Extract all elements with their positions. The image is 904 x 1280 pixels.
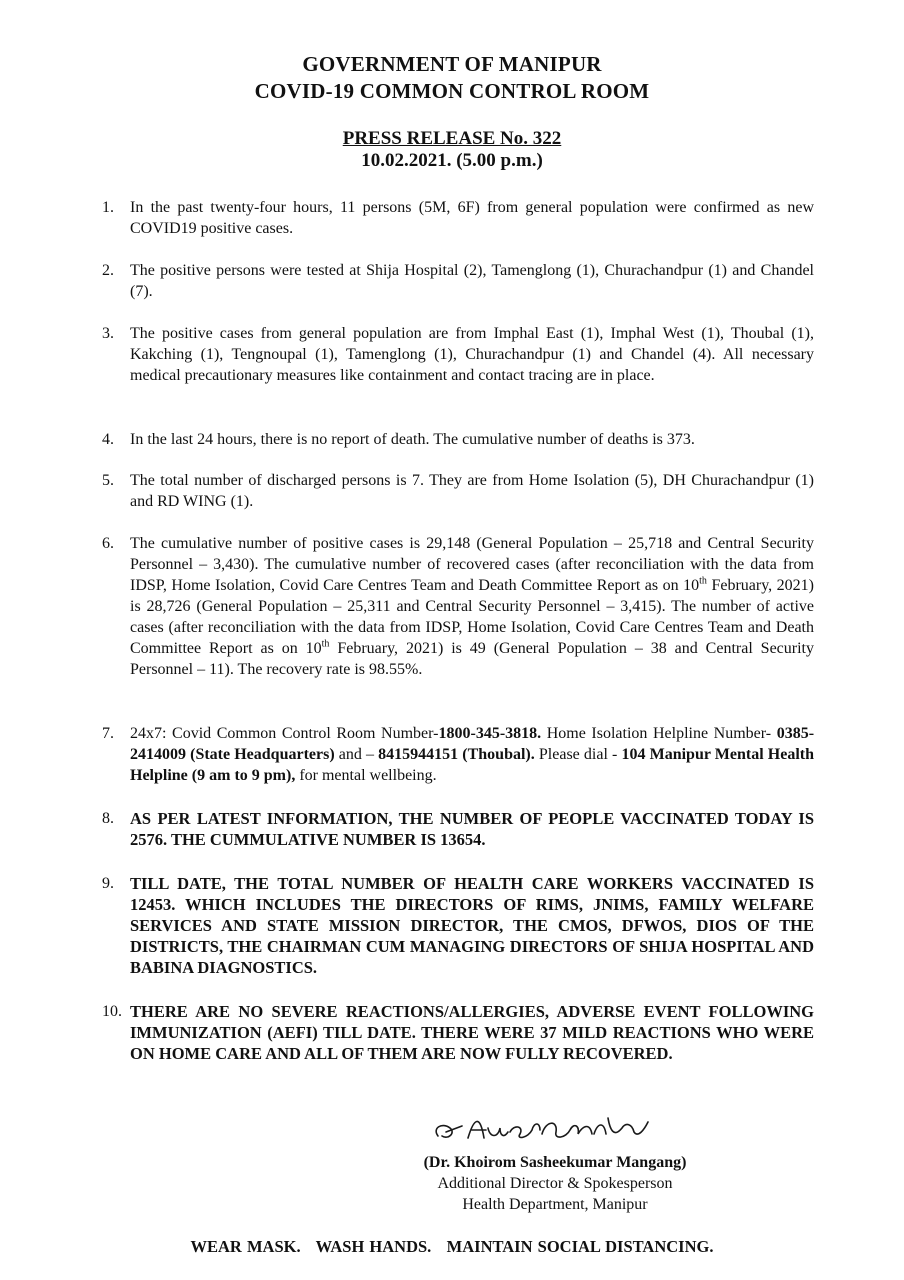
item-text: The positive persons were tested at Shija Hospital (2), Tamenglong (1), Churachandpur (1) and Chandel (7). [130,262,814,300]
list-item-5 [102,470,814,512]
item-text: TILL DATE, THE TOTAL NUMBER OF HEALTH CARE WORKERS VACCINATED IS 12453. WHICH INCLUDES THE DIRECTORS OF RIMS, JNIMS, FAMILY WELFARE SERVICES AND STATE MISSION DIRECTOR, THE CMOS, DFWOS, DIOS OF THE DISTRICTS, THE CHAIRMAN CUM MANAGING DIRECTORS OF SHIJA HOSPITAL AND BABINA DIAGNOSTICS. [130,874,814,977]
signatory-name: (Dr. Khoirom Sasheekumar Mangang) [423,1154,687,1171]
item-number: 4. [102,431,114,448]
helpline-text: Please dial - [534,746,622,763]
list-item-9 [102,873,814,978]
control-room-number: 1800-345-3818. [438,725,542,742]
item-number: 1. [102,199,114,216]
item-number: 7. [102,725,114,742]
helpline-intro: 24x7: Covid Common Control Room Number- [130,725,439,742]
item-text: In the past twenty-four hours, 11 persons (5M, 6F) from general population were confirmed as new COVID19 positive cases. [130,199,814,237]
item-text-part: February, 2021) is 28,726 (General Population – 25,311 and Central Security Personnel – 3,415). The number of active cases (after reconciliation with the data from IDSP, Home Isolation, Covid Care Centres Team and Death Committee Report as on 10 [130,577,815,657]
item-text: In the last 24 hours, there is no report of death. The cumulative number of deaths is 373. [130,431,695,448]
helpline-text: and – [334,746,379,763]
list-item-4 [102,429,814,450]
list-item-8 [102,808,814,850]
list-item-6 [102,533,814,680]
item-text-part: The cumulative number of positive cases is 29,148 (General Population – 25,718 and Central Security Personnel – 3,430). The cumulative number of recovered cases (after reconciliation with the data from IDSP, Home Isolation, Covid Care Centres Team and Death Committee Report as on 10 [130,535,814,594]
item-text: AS PER LATEST INFORMATION, THE NUMBER OF PEOPLE VACCINATED TODAY IS 2576. THE CUMMULATIVE NUMBER IS 13654. [130,809,814,849]
list-item-7 [102,723,814,786]
item-number: 6. [102,535,114,552]
signatory-department: Health Department, Manipur [462,1196,648,1213]
item-number: 2. [102,262,114,279]
item-text-part: February, 2021) is 49 (General Population – 38 and Central Security Personnel – 11). The recovery rate is 98.55%. [130,640,815,678]
item-number: 5. [102,472,114,489]
helpline-text: for mental wellbeing. [295,767,437,784]
press-release-number: PRESS RELEASE No. 322 [342,128,562,149]
signatory-designation: Additional Director & Spokesperson [437,1175,673,1192]
ordinal-suffix: th [699,575,707,587]
list-item-10 [102,1001,814,1064]
helpline-text: Home Isolation Helpline Number- [541,725,777,742]
item-number: 8. [102,810,114,827]
item-text: The positive cases from general population are from Imphal East (1), Imphal West (1), Thoubal (1), Kakching (1), Tengnoupal (1), Tamenglong (1), Churachandpur (1) and Chandel (4). All necessary medical precautionary measures like containment and contact tracing are in place. [130,325,814,384]
handwritten-signature [428,1108,658,1148]
footer-slogan: WEAR MASK. WASH HANDS. MAINTAIN SOCIAL DISTANCING. [190,1237,714,1256]
item-number: 10. [102,1003,122,1020]
item-text [130,723,814,786]
item-text: The total number of discharged persons is 7. They are from Home Isolation (5), DH Churachandpur (1) and RD WING (1). [130,472,814,510]
list-item-3 [102,323,814,386]
mental-health-helpline: 104 Manipur Mental Health Helpline (9 am to 9 pm), [130,746,814,784]
state-hq-number: 0385-2414009 (State Headquarters) [130,725,815,763]
item-number: 9. [102,875,114,892]
list-item-1 [102,197,814,239]
item-text [130,533,814,680]
thoubal-number: 8415944151 (Thoubal). [378,746,535,763]
item-number: 3. [102,325,114,342]
government-heading: GOVERNMENT OF MANIPUR [302,52,602,76]
press-release-datetime: 10.02.2021. (5.00 p.m.) [361,150,543,171]
control-room-heading: COVID-19 COMMON CONTROL ROOM [254,79,650,103]
list-item-2 [102,260,814,302]
item-text: THERE ARE NO SEVERE REACTIONS/ALLERGIES, ADVERSE EVENT FOLLOWING IMMUNIZATION (AEFI) TILL DATE. THERE WERE 37 MILD REACTIONS WHO WERE ON HOME CARE AND ALL OF THEM ARE NOW FULLY RECOVERED. [130,1002,814,1063]
ordinal-suffix: th [321,638,330,650]
